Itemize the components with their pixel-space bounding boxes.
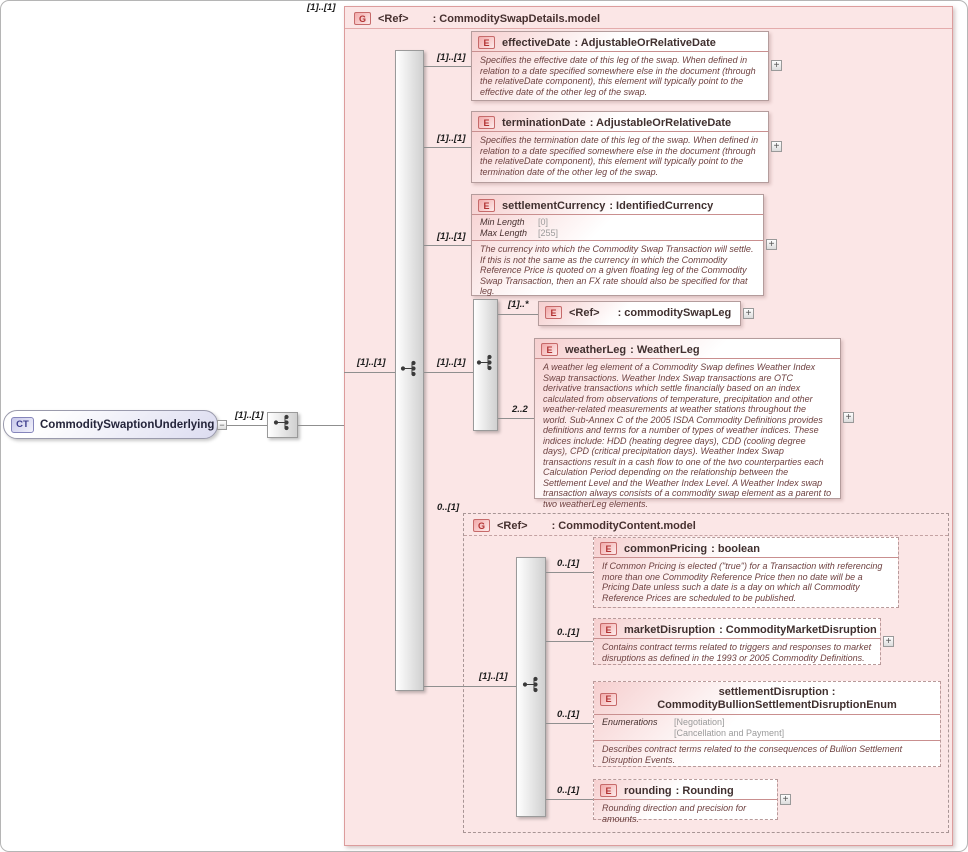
element-name: marketDisruption — [624, 623, 716, 636]
cardinality-label: [1]..[1] — [437, 52, 466, 63]
element-effective-date[interactable] — [471, 31, 769, 101]
facet-label: Max Length — [480, 228, 528, 238]
element-title — [594, 619, 880, 638]
group-ref-label: <Ref> — [497, 519, 528, 532]
element-title — [594, 538, 898, 557]
element-badge: E — [478, 116, 495, 129]
sequence-icon — [400, 360, 419, 382]
cardinality-label: [1]..[1] — [235, 410, 264, 421]
element-name: weatherLeg — [565, 343, 627, 356]
cardinality-label: [1]..[1] — [437, 231, 466, 242]
element-type: : AdjustableOrRelativeDate — [574, 36, 716, 49]
cardinality-label: 0..[1] — [557, 558, 580, 569]
facet-row — [480, 217, 755, 228]
sequence-compositor[interactable] — [473, 299, 498, 431]
connector-line — [424, 66, 471, 67]
element-name: settlementCurrency — [502, 199, 606, 212]
connector-line — [344, 372, 395, 373]
element-title — [535, 339, 840, 358]
connector-line — [498, 418, 534, 419]
connector-line — [424, 372, 473, 373]
expand-button[interactable]: + — [780, 794, 791, 805]
connector-line — [546, 799, 593, 800]
connector-line — [227, 425, 267, 426]
element-annotation: Rounding direction and precision for amounts. — [602, 803, 747, 824]
group-header-separator — [345, 28, 952, 29]
element-type: : IdentifiedCurrency — [609, 199, 714, 212]
sequence-compositor[interactable] — [395, 50, 424, 691]
element-weather-leg[interactable] — [534, 338, 841, 509]
enumeration-value: [Cancellation and Payment] — [674, 728, 785, 738]
element-badge: E — [600, 784, 617, 797]
element-settlement-disruption[interactable] — [593, 681, 941, 767]
element-commodity-swap-leg[interactable] — [538, 301, 741, 326]
enumeration-list — [594, 715, 940, 740]
cardinality-label: 2..2 — [512, 404, 528, 415]
connector-line — [546, 641, 593, 642]
element-badge: E — [600, 693, 617, 706]
element-type: : commoditySwapLeg — [617, 306, 732, 319]
group-type-label: : CommoditySwapDetails.model — [432, 12, 601, 25]
complex-type-badge: CT — [11, 417, 34, 433]
cardinality-label: [1]..[1] — [479, 671, 508, 682]
sequence-icon — [476, 354, 495, 376]
element-market-disruption[interactable] — [593, 618, 881, 665]
sequence-compositor[interactable] — [267, 412, 298, 438]
group-header-separator — [464, 535, 948, 536]
expand-button[interactable]: + — [766, 239, 777, 250]
connector-line — [498, 314, 538, 315]
connector-line — [424, 147, 471, 148]
connector-line — [546, 723, 593, 724]
cardinality-label: 0..[1] — [557, 785, 580, 796]
element-rounding[interactable] — [593, 779, 778, 824]
expand-button[interactable]: + — [743, 308, 754, 319]
element-name: settlementDisruption — [718, 686, 829, 698]
cardinality-label: 0..[1] — [557, 627, 580, 638]
cardinality-label: [1]..[1] — [437, 133, 466, 144]
element-annotation: The currency into which the Commodity Swap Transaction will settle. If this is not the same as the currency in which the Commodity Reference Price is quoted on a given floating leg of the Commodity Swap Transaction, then an FX rate should also be specified for that leg. — [480, 244, 754, 296]
element-ref-label: <Ref> — [569, 306, 600, 319]
enumerations-label-spacer — [602, 728, 674, 739]
sequence-compositor[interactable] — [516, 557, 546, 817]
enumeration-value: [Negotiation] — [674, 717, 725, 727]
element-name: effectiveDate — [502, 36, 571, 49]
element-badge: E — [541, 343, 558, 356]
cardinality-label: 0..[1] — [437, 502, 460, 513]
connector-line — [298, 425, 344, 426]
cardinality-label: [1]..* — [508, 299, 529, 310]
element-annotation: Contains contract terms related to triggers and responses to market disruptions as defined in the 1993 or 2005 Commodity Definitions. — [602, 642, 872, 663]
element-name-and-type — [621, 686, 933, 712]
expand-button[interactable]: + — [771, 60, 782, 71]
element-badge: E — [600, 623, 617, 636]
connector-line — [424, 686, 516, 687]
facet-value: [255] — [538, 228, 559, 238]
element-type: : WeatherLeg — [630, 343, 700, 356]
enumerations-label: Enumerations — [602, 717, 658, 727]
element-title — [594, 682, 940, 714]
element-type: : CommodityBullionSettlementDisruptionEnum — [657, 686, 897, 711]
group-badge: G — [473, 519, 490, 532]
cardinality-label: 0..[1] — [557, 709, 580, 720]
element-badge: E — [545, 306, 562, 319]
element-type: : AdjustableOrRelativeDate — [589, 116, 732, 129]
connector-line — [424, 245, 471, 246]
element-annotation: A weather leg element of a Commodity Swap defines Weather Index Swap transactions. Weather Index Swap transactions are OTC derivative transactions which settle financially based on an index calculated from observations of temperature, precipitation and other weather-related measurements at weather stations throughout the world. Sub-Annex C of the 2005 ISDA Commodity Definitions provides definitions and terms for a number of types of weather indices. These indices include: HDD (heating degree days), CDD (cooling degree days), CPD (critical precipitation days). Weather Index Swap transactions result in a cash flow to one of the two counterparties each Calculation Period depending on the relationship between the Settlement Level and the Weather Index Level. A Weather Index swap transaction always consists of a commodity swap element as a parent to two weatherLeg elements. — [543, 362, 832, 509]
element-annotation: Specifies the effective date of this leg of the swap. When defined in relation to a date specified somewhere else in the document (through the relativeDate component), this element will typically point to the effective date of the other leg of the swap. — [480, 55, 756, 97]
element-settlement-currency[interactable] — [471, 194, 764, 296]
enumeration-row — [602, 717, 932, 728]
element-name: commonPricing — [624, 542, 708, 555]
expand-button[interactable]: + — [771, 141, 782, 152]
connector-line — [546, 572, 593, 573]
element-name: rounding — [624, 784, 672, 797]
complex-type-node[interactable] — [3, 410, 218, 439]
cardinality-label: [1]..[1] — [307, 2, 336, 13]
element-title — [472, 32, 768, 51]
element-name: terminationDate — [502, 116, 586, 129]
group-ref-label: <Ref> — [378, 12, 409, 25]
element-type: : CommodityMarketDisruption — [719, 623, 877, 636]
cardinality-label: [1]..[1] — [357, 357, 386, 368]
element-title — [472, 112, 768, 131]
expand-button[interactable]: + — [843, 412, 854, 423]
sequence-icon — [522, 676, 541, 698]
element-annotation: Describes contract terms related to the consequences of Bullion Settlement Disruption Events. — [602, 744, 903, 765]
element-title — [472, 195, 763, 214]
element-badge: E — [478, 199, 495, 212]
element-type: : Rounding — [675, 784, 734, 797]
group-badge: G — [354, 12, 371, 25]
element-badge: E — [478, 36, 495, 49]
facet-list — [472, 215, 763, 240]
sequence-icon — [273, 414, 292, 436]
element-badge: E — [600, 542, 617, 555]
element-title — [594, 780, 777, 799]
element-termination-date[interactable] — [471, 111, 769, 183]
element-common-pricing[interactable] — [593, 537, 899, 608]
element-annotation: If Common Pricing is elected ("true") for a Transaction with referencing more than one Commodity Reference Price then no date will be a Pricing Date unless such a date is a day on which all Commodity Reference Prices are scheduled to be published. — [602, 561, 883, 603]
group-type-label: : CommodityContent.model — [551, 519, 696, 532]
collapse-button[interactable]: − — [217, 420, 227, 430]
complex-type-title: CommoditySwaptionUnderlying — [40, 418, 215, 431]
facet-row — [480, 228, 755, 239]
element-title — [539, 302, 740, 321]
element-annotation: Specifies the termination date of this leg of the swap. When defined in relation to a date specified somewhere else in the document (through the relativeDate component), this element will typically point to the termination date of the other leg of the swap. — [480, 135, 759, 177]
facet-label: Min Length — [480, 217, 525, 227]
cardinality-label: [1]..[1] — [437, 357, 466, 368]
group-header[interactable] — [473, 519, 696, 532]
facet-value: [0] — [538, 217, 549, 227]
expand-button[interactable]: + — [883, 636, 894, 647]
group-header[interactable] — [354, 12, 600, 25]
enumeration-row — [602, 728, 932, 739]
element-type: : boolean — [711, 542, 761, 555]
